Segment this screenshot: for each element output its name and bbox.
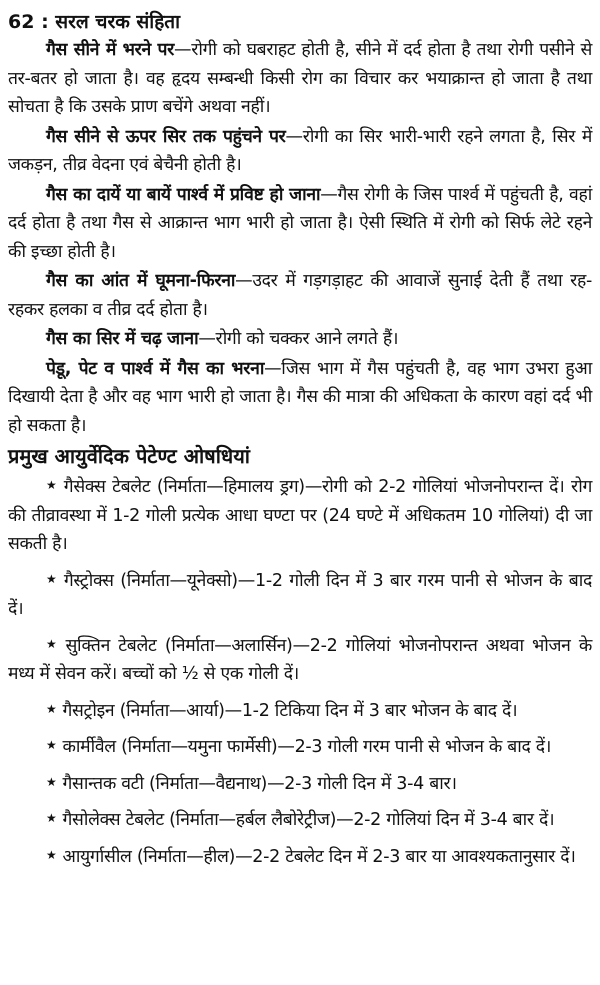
star-icon: ★ (46, 774, 57, 789)
paragraph-text: —रोगी को चक्कर आने लगते हैं। (198, 329, 399, 349)
medicine-text: गैसट्रोइन (निर्माता—आर्या)—1-2 टिकिया दिन में 3 बार भोजन के बाद दें। (62, 700, 518, 721)
star-icon: ★ (46, 738, 57, 752)
medicine-text: आयुर्गासील (निर्माता—हील)—2-2 टेबलेट दिन में 2-3 बार या आवश्यकतानुसार दें। (62, 846, 576, 867)
paragraph-heading: गैस सीने से ऊपर सिर तक पहुंचने पर (46, 126, 286, 147)
medicine-item (8, 731, 592, 762)
paragraph-text: —रोगी को घबराहट होती है, सीने में दर्द होता है तथा रोगी पसीने से तर-बतर हो जाता है। वह हृदय सम्बन्धी किसी रोग का विचार कर भयाक्रान्त हो जाता है तथा सोचता है कि उसके प्राण बचेंगे अथवा नहीं। (8, 40, 592, 117)
star-icon: ★ (46, 636, 60, 651)
paragraph-heading: गैस का दायें या बायें पार्श्व में प्रविष्ट हो जाना (46, 184, 321, 205)
paragraph-heading: गैस का आंत में घूमना-फिरना (46, 271, 236, 291)
star-icon: ★ (46, 701, 57, 716)
medicine-text: गैस्ट्रोक्स (निर्माता—यूनेक्सो)—1-2 गोली दिन में 3 बार गरम पानी से भोजन के बाद दें। (8, 570, 592, 619)
medicine-item (8, 841, 592, 872)
section-title: प्रमुख आयुर्वेदिक पेटेण्ट ओषधियां (8, 444, 250, 468)
paragraph-heading: पेडू, पेट व पार्श्व में गैस का भरना (46, 358, 265, 379)
symptom-paragraph (8, 355, 592, 441)
star-icon: ★ (46, 811, 57, 825)
medicine-text: गैसोलेक्स टेबलेट (निर्माता—हर्बल लैबोरेट्रीज)—2-2 गोलियां दिन में 3-4 बार दें। (62, 810, 555, 830)
symptom-paragraph (8, 36, 592, 122)
medicine-item (8, 695, 592, 726)
medicine-item (8, 471, 592, 559)
star-icon: ★ (46, 571, 58, 586)
medicine-text: गैसान्तक वटी (निर्माता—वैद्यनाथ)—2-3 गोली दिन में 3-4 बार। (62, 773, 457, 794)
medicine-text: सुक्तिन टेबलेट (निर्माता—अलार्सिन)—2-2 गोलियां भोजनोपरान्त अथवा भोजन के मध्य में सेवन करें। बच्चों को ½ से एक गोली दें। (8, 635, 592, 684)
book-title: सरल चरक संहिता (55, 11, 181, 33)
paragraph-text: —जिस भाग में गैस पहुंचती है, वह भाग उभरा हुआ दिखायी देता है और वह भाग भारी हो जाता है। गैस की मात्रा की अधिकता के कारण वहां दर्द भी हो सकता है। (8, 358, 593, 436)
star-icon: ★ (46, 478, 58, 492)
header-separator: : (34, 11, 56, 33)
page-header (8, 10, 592, 34)
paragraph-text: —रोगी का सिर भारी-भारी रहने लगता है, सिर में जकड़न, तीव्र वेदना एवं बेचैनी होती है। (8, 126, 592, 175)
medicine-item (8, 565, 592, 624)
star-icon: ★ (46, 847, 57, 862)
paragraph-text: —उदर में गड़गड़ाहट की आवाजें सुनाई देती हैं तथा रह-रहकर हलका व तीव्र दर्द होता है। (8, 271, 593, 320)
paragraph-heading: गैस का सिर में चढ़ जाना (46, 329, 199, 349)
symptom-paragraph (8, 123, 592, 180)
paragraph-text: —गैस रोगी के जिस पार्श्व में पहुंचती है, वहां दर्द होता है तथा गैस से आक्रान्त भाग भारी हो जाता है। ऐसी स्थिति में रोगी को सिर्फ लेटे रहने की इच्छा होती है। (8, 184, 592, 262)
medicine-item (8, 630, 592, 689)
medicine-item (8, 768, 592, 799)
symptom-paragraph (8, 325, 592, 354)
page-number: 62 (8, 11, 35, 33)
medicine-item (8, 804, 592, 835)
paragraph-heading: गैस सीने में भरने पर (46, 40, 175, 60)
symptom-paragraph (8, 181, 592, 267)
symptom-paragraph (8, 267, 592, 324)
medicine-text: गैसेक्स टेबलेट (निर्माता—हिमालय ड्रग)—रोगी को 2-2 गोलियां भोजनोपरान्त दें। रोग की तीव्रावस्था में 1-2 गोली प्रत्येक आधा घण्टा पर (24 घण्टे में अधिकतम 10 गोलियां) दी जा सकती है। (8, 477, 592, 554)
medicine-text: कार्मीवैल (निर्माता—यमुना फार्मेसी)—2-3 गोली गरम पानी से भोजन के बाद दें। (62, 737, 552, 757)
